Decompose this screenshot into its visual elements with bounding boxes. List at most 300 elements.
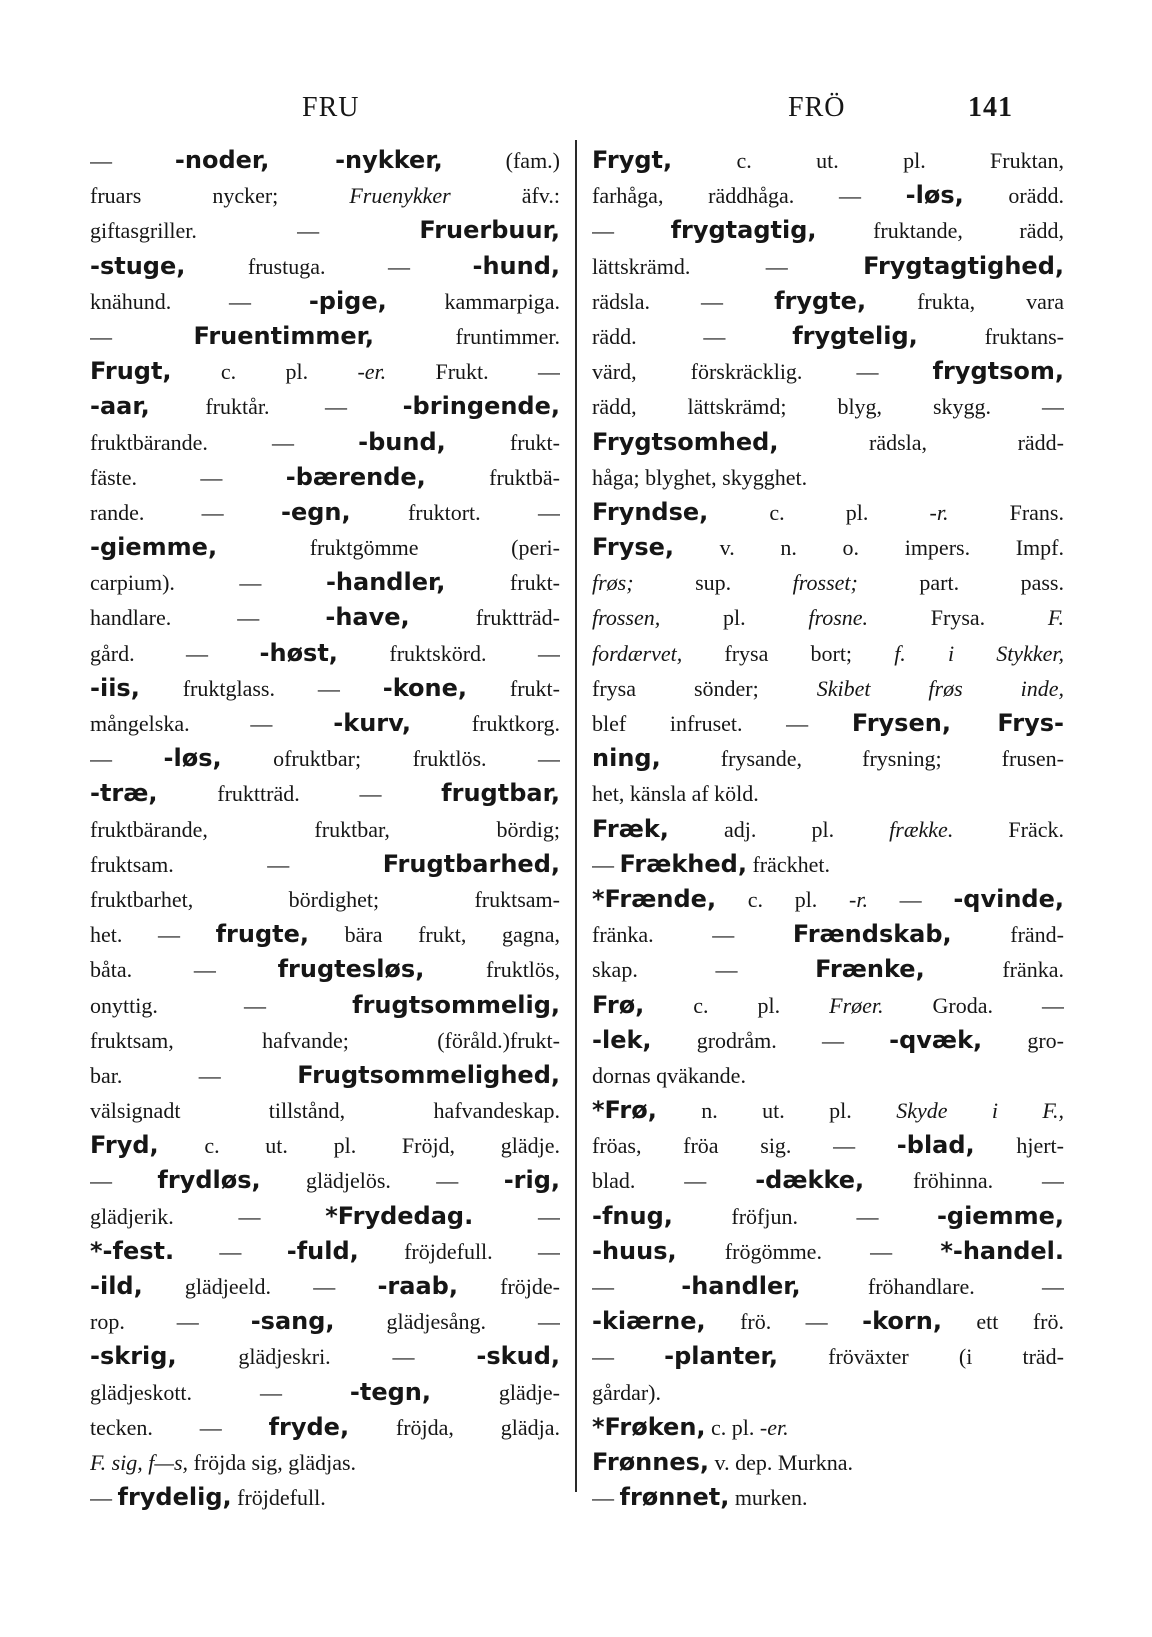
headword: Frygtagtighed, <box>863 251 1064 280</box>
line-text: kammarpiga. <box>386 288 560 314</box>
line-text: rädsla. — <box>592 288 775 314</box>
text-line <box>592 600 1064 635</box>
text-line <box>592 776 1064 811</box>
headword: *-handel. <box>940 1236 1064 1265</box>
text-line <box>592 1445 1064 1480</box>
line-text: hjert- <box>974 1133 1064 1159</box>
headword: frygte, <box>774 286 867 315</box>
line-text: frukta, vara <box>866 288 1064 314</box>
page-header <box>0 92 1152 132</box>
headword: -fnug, <box>592 1201 673 1230</box>
text-line <box>90 213 560 248</box>
line-text: gård. — <box>90 640 260 666</box>
headword: -løs, <box>163 744 222 773</box>
headword: frugte, <box>215 920 310 949</box>
text-line <box>592 284 1064 319</box>
headword: Frysen, Frys- <box>851 709 1064 737</box>
text-line <box>592 213 1064 248</box>
line-text: glädjesång. — <box>334 1309 560 1335</box>
headword: Frænke, <box>815 955 925 984</box>
left-column <box>90 143 560 1515</box>
line-text: grodråm. — <box>651 1027 890 1053</box>
headword: Fryse, <box>592 533 675 562</box>
line-text: fruktår. — <box>149 394 403 420</box>
line-text: — <box>592 1485 620 1511</box>
headword: -handler, <box>325 568 446 597</box>
text-line <box>90 1375 560 1410</box>
text-line <box>592 636 1064 671</box>
text-line <box>592 952 1064 987</box>
headword: Frygt, <box>592 146 673 174</box>
text-line <box>592 178 1064 213</box>
line-text: dornas qväkande. <box>592 1062 746 1088</box>
text-line <box>592 812 1064 847</box>
headword: Frugtbarhed, <box>382 849 560 878</box>
italic-text: -er. <box>759 1414 789 1440</box>
line-text: c. ut. pl. Fröjd, glädje. <box>158 1133 560 1159</box>
headword: ning, <box>592 744 661 773</box>
headword: -huus, <box>592 1236 677 1265</box>
headword: -løs, <box>905 181 964 210</box>
headword: -lek, <box>592 1025 652 1054</box>
text-line <box>592 847 1064 882</box>
text-line <box>90 847 560 882</box>
headword: Frønnes, <box>592 1447 710 1476</box>
text-line <box>592 1480 1064 1515</box>
text-line <box>90 389 560 424</box>
headword: frygtelig, <box>792 321 918 350</box>
line-text: het, känsla af köld. <box>592 781 759 807</box>
italic-text: Frøer. <box>829 992 884 1018</box>
headword: frygtsom, <box>932 357 1064 386</box>
headword: -have, <box>325 603 410 632</box>
text-line <box>90 178 560 213</box>
text-line <box>90 1128 560 1163</box>
line-text: — <box>90 746 164 772</box>
text-line <box>592 565 1064 600</box>
line-text: blad. — <box>592 1168 756 1194</box>
italic-text: frosne. <box>808 605 869 631</box>
text-line <box>90 425 560 460</box>
text-line <box>90 776 560 811</box>
text-line <box>90 741 560 776</box>
headword: Fræk, <box>592 814 669 843</box>
line-text: fruars nycker; <box>90 183 350 209</box>
headword: frugtesløs, <box>277 955 425 984</box>
line-text: fruktskörd. — <box>337 640 560 666</box>
headword: Fryndse, <box>592 497 709 526</box>
line-text: fröväxter (i träd- <box>777 1344 1064 1370</box>
line-text: — <box>867 886 954 912</box>
line-text: murken. <box>729 1485 808 1511</box>
italic-text: Skyde i F., <box>896 1098 1064 1124</box>
text-line <box>90 1199 560 1234</box>
headword: frygtagtig, <box>670 216 817 245</box>
headword: -kurv, <box>333 709 411 737</box>
line-text: ett frö. <box>941 1309 1064 1335</box>
text-line <box>90 1304 560 1339</box>
italic-text: Fruenykker <box>349 183 451 209</box>
line-text: fruktbä- <box>425 464 560 490</box>
italic-text: -er. <box>357 359 387 385</box>
headword: Frændskab, <box>792 920 952 949</box>
line-text: — <box>90 148 175 173</box>
text-line <box>90 1093 560 1128</box>
line-text: — <box>174 1238 287 1264</box>
line-text: fränka. <box>924 957 1064 983</box>
line-text: fruktort. — <box>350 499 560 525</box>
headword: frydløs, <box>157 1166 261 1195</box>
headword: -pige, <box>308 286 387 315</box>
text-line <box>592 1128 1064 1163</box>
text-line <box>592 988 1064 1023</box>
line-text: frysa bort; <box>682 640 895 666</box>
line-text: fruktglass. — <box>139 675 383 701</box>
text-line <box>90 1269 560 1304</box>
text-line <box>90 319 560 354</box>
line-text: fröjda, glädja. <box>349 1414 560 1440</box>
headword: -iis, <box>90 673 140 702</box>
text-line <box>592 1023 1064 1058</box>
headword: Fryd, <box>90 1131 159 1160</box>
headword: Frø, <box>592 990 645 1019</box>
line-text: c. pl. <box>716 886 849 912</box>
line-text: fruktträd. — <box>157 781 442 807</box>
italic-text: fordærvet, <box>592 640 683 666</box>
line-text: knähund. — <box>90 288 309 314</box>
line-text: rädd. — <box>592 323 793 349</box>
line-text: fruntimmer. <box>374 323 560 349</box>
text-line <box>592 495 1064 530</box>
line-text: het. — <box>90 922 216 948</box>
text-line <box>90 1163 560 1198</box>
line-text: frukt- <box>445 429 560 455</box>
line-text: Frysa. <box>868 605 1048 631</box>
line-text: fäste. — <box>90 464 286 490</box>
line-text: fröjda sig, glädjas. <box>188 1449 357 1475</box>
italic-text: F. sig, f—s, <box>90 1449 189 1475</box>
line-text: fröhandlare. — <box>800 1274 1064 1299</box>
text-line <box>592 1304 1064 1339</box>
line-text: fröjdefull. <box>231 1485 326 1511</box>
italic-text: frøs; <box>592 570 634 596</box>
line-text: — <box>473 1203 560 1229</box>
headword: -bringende, <box>402 392 560 421</box>
line-text: båta. — <box>90 957 278 983</box>
line-text: välsignadt tillstånd, hafvandeskap. <box>90 1098 560 1124</box>
header-right-guideword: FRÖ <box>788 92 846 123</box>
headword: -kiærne, <box>592 1307 706 1336</box>
line-text: gårdar). <box>592 1379 662 1405</box>
line-text: glädjeeld. — <box>142 1274 378 1299</box>
headword: -bund, <box>358 427 446 456</box>
line-text: glädjeskott. — <box>90 1379 350 1405</box>
column-divider <box>575 140 577 1492</box>
headword: -aar, <box>90 392 150 421</box>
text-line <box>90 495 560 530</box>
text-line <box>592 319 1064 354</box>
text-line <box>592 1058 1064 1093</box>
header-left-guideword: FRU <box>302 92 360 123</box>
headword: -blad, <box>896 1131 975 1160</box>
headword: -skrig, <box>90 1342 177 1371</box>
line-text: fruktsam. — <box>90 851 383 877</box>
text-line <box>90 1480 560 1515</box>
text-line <box>90 565 560 600</box>
line-text: fruktträd- <box>409 605 560 631</box>
text-line <box>90 706 560 741</box>
line-text: fränd- <box>951 922 1064 948</box>
line-text: c. pl. <box>708 499 930 525</box>
headword: frønnet, <box>619 1483 730 1512</box>
text-line <box>592 389 1064 424</box>
headword: *Frydedag. <box>325 1201 474 1230</box>
line-text: Fräck. <box>953 816 1064 842</box>
line-text: frögömme. — <box>676 1238 941 1264</box>
text-line <box>90 952 560 987</box>
line-text: blef infruset. — <box>592 711 852 736</box>
text-line <box>90 460 560 495</box>
line-text: onyttig. — <box>90 992 353 1018</box>
line-text: carpium). — <box>90 570 326 596</box>
text-line <box>592 354 1064 389</box>
page-number: 141 <box>968 92 1013 123</box>
line-text: frukt- <box>445 570 560 596</box>
line-text: c. pl. <box>644 992 830 1018</box>
text-line <box>592 1410 1064 1445</box>
headword: Frugtsommelighed, <box>297 1060 560 1089</box>
headword: -hund, <box>472 251 560 280</box>
line-text: farhåga, räddhåga. — <box>592 183 906 209</box>
line-text: fruktgömme (peri- <box>217 535 560 561</box>
text-line <box>90 354 560 389</box>
text-line <box>90 988 560 1023</box>
headword: -kone, <box>382 673 468 702</box>
text-line <box>592 882 1064 917</box>
line-text: Groda. — <box>883 992 1064 1018</box>
headword: -træ, <box>90 779 158 808</box>
line-text: — <box>592 851 620 877</box>
text-line <box>90 671 560 706</box>
text-line <box>592 741 1064 776</box>
headword: -ild, <box>90 1272 143 1300</box>
line-text: fröfjun. — <box>672 1203 937 1229</box>
text-line <box>90 1339 560 1374</box>
italic-text: -r. <box>929 499 949 525</box>
text-line <box>592 425 1064 460</box>
headword: -giemme, <box>90 533 218 562</box>
text-line <box>592 706 1064 741</box>
italic-text: Skibet frøs inde, <box>816 675 1064 701</box>
line-text: fröjde- <box>457 1274 560 1299</box>
line-text: — <box>90 1485 118 1511</box>
line-text: glädje- <box>430 1379 560 1405</box>
line-text: lättskrämd. — <box>592 253 864 279</box>
line-text: mångelska. — <box>90 711 334 736</box>
headword: -sang, <box>250 1307 335 1336</box>
headword: *Frænde, <box>592 884 717 913</box>
line-text: sup. <box>633 570 793 596</box>
headword: Frækhed, <box>619 849 747 878</box>
headword: -bærende, <box>285 462 426 491</box>
line-text: v. n. o. impers. Impf. <box>674 535 1064 561</box>
text-line <box>90 600 560 635</box>
line-text: Frans. <box>948 499 1064 525</box>
line-text: äfv.: <box>450 183 560 209</box>
headword: -noder, -nykker, <box>174 146 443 174</box>
line-text: bar. — <box>90 1062 298 1088</box>
headword: -korn, <box>862 1307 942 1336</box>
text-line <box>90 1058 560 1093</box>
line-text: (fam.) <box>442 148 560 173</box>
headword: frugtsommelig, <box>352 990 560 1019</box>
text-line <box>90 249 560 284</box>
line-text: ofruktbar; fruktlös. — <box>221 746 560 772</box>
line-text: — <box>592 1344 665 1370</box>
line-text: orädd. <box>963 183 1064 209</box>
headword: *-fest. <box>90 1236 175 1265</box>
text-line <box>592 917 1064 952</box>
italic-text: f. i Stykker, <box>894 640 1064 666</box>
line-text: handlare. — <box>90 605 326 631</box>
line-text: fruktbarhet, bördighet; fruktsam- <box>90 886 560 912</box>
line-text: frustuga. — <box>185 253 473 279</box>
text-line <box>592 249 1064 284</box>
line-text: frö. — <box>705 1309 863 1335</box>
line-text: fruktbärande, fruktbar, bördig; <box>90 816 560 842</box>
headword: -høst, <box>259 638 338 667</box>
line-text: v. dep. Murkna. <box>709 1449 854 1475</box>
line-text: fröas, fröa sig. — <box>592 1133 897 1159</box>
headword: -raab, <box>377 1272 458 1300</box>
headword: -qvinde, <box>953 884 1064 913</box>
text-line <box>592 1269 1064 1304</box>
text-line <box>90 1445 560 1480</box>
headword: -rig, <box>503 1166 560 1195</box>
line-text: fröjdefull. — <box>358 1238 560 1264</box>
text-line <box>592 1163 1064 1198</box>
line-text: part. pass. <box>857 570 1064 596</box>
line-text: glädjeskri. — <box>176 1344 477 1370</box>
italic-text: frække. <box>889 816 954 842</box>
line-text: — <box>90 1168 158 1194</box>
headword: fryde, <box>268 1412 350 1441</box>
right-column <box>592 143 1064 1515</box>
line-text: Frukt. — <box>386 359 560 385</box>
italic-text: frosset; <box>792 570 858 596</box>
italic-text: F. <box>1047 605 1064 631</box>
headword: Fruerbuur, <box>419 216 560 245</box>
headword: -stuge, <box>90 251 186 280</box>
text-line <box>90 636 560 671</box>
text-line <box>592 530 1064 565</box>
line-text: frukt- <box>467 675 560 701</box>
headword: frugtbar, <box>441 779 560 808</box>
headword: -handler, <box>681 1272 801 1300</box>
line-text: c. pl. <box>171 359 358 385</box>
line-text: frysande, frysning; frusen- <box>660 746 1064 772</box>
line-text: rädd, lättskrämd; blyg, skygg. — <box>592 394 1064 420</box>
text-line <box>592 1199 1064 1234</box>
text-line <box>90 530 560 565</box>
headword: *Frø, <box>592 1096 657 1125</box>
line-text: — <box>592 1274 682 1299</box>
headword: Frygtsomhed, <box>592 427 779 456</box>
headword: -dække, <box>755 1166 865 1195</box>
line-text: n. ut. pl. <box>656 1098 897 1124</box>
line-text: fränka. — <box>592 922 793 948</box>
line-text: skap. — <box>592 957 816 983</box>
line-text: pl. <box>660 605 809 631</box>
text-line <box>90 812 560 847</box>
line-text: — <box>90 323 194 349</box>
text-line <box>592 1234 1064 1269</box>
line-text: frysa sönder; <box>592 675 817 701</box>
line-text: giftasgriller. — <box>90 218 420 244</box>
line-text: — <box>592 218 671 244</box>
line-text: gro- <box>982 1027 1064 1053</box>
text-line <box>592 143 1064 178</box>
line-text: fruktans- <box>917 323 1064 349</box>
italic-text: -r. <box>849 886 868 912</box>
line-text: rop. — <box>90 1309 251 1335</box>
line-text: fruktsam, hafvande; (föråld.)frukt- <box>90 1027 560 1053</box>
line-text: fröhinna. — <box>864 1168 1064 1194</box>
text-line <box>90 917 560 952</box>
text-line <box>90 143 560 178</box>
text-line <box>90 1410 560 1445</box>
line-text: fruktkorg. <box>410 711 560 736</box>
line-text: rande. — <box>90 499 282 525</box>
headword: *Frøken, <box>592 1412 706 1441</box>
line-text: fräckhet. <box>746 851 831 877</box>
line-text: fruktbärande. — <box>90 429 359 455</box>
text-line <box>592 460 1064 495</box>
headword: Frugt, <box>90 357 172 386</box>
line-text: fruktande, rädd, <box>816 218 1064 244</box>
text-line <box>592 1339 1064 1374</box>
italic-text: frossen, <box>592 605 661 631</box>
headword: Fruentimmer, <box>193 321 375 350</box>
line-text: glädjelös. — <box>260 1168 504 1194</box>
headword: -egn, <box>281 497 351 526</box>
text-line <box>90 1023 560 1058</box>
text-line <box>592 671 1064 706</box>
headword: -qvæk, <box>889 1025 983 1054</box>
line-text: c. ut. pl. Fruktan, <box>672 148 1064 173</box>
headword: -fuld, <box>286 1236 359 1265</box>
headword: frydelig, <box>117 1483 232 1512</box>
line-text: bära frukt, gagna, <box>309 922 560 948</box>
line-text: håga; blyghet, skygghet. <box>592 464 808 490</box>
line-text: fruktlös, <box>424 957 560 983</box>
headword: -giemme, <box>936 1201 1064 1230</box>
text-line <box>90 284 560 319</box>
headword: -planter, <box>664 1342 778 1371</box>
line-text: rädsla, rädd- <box>778 429 1064 455</box>
headword: -skud, <box>476 1342 560 1371</box>
line-text: glädjerik. — <box>90 1203 326 1229</box>
line-text: värd, förskräcklig. — <box>592 359 933 385</box>
text-line <box>592 1375 1064 1410</box>
line-text: c. pl. <box>705 1414 760 1440</box>
text-line <box>592 1093 1064 1128</box>
line-text: adj. pl. <box>668 816 890 842</box>
line-text: tecken. — <box>90 1414 269 1440</box>
text-line <box>90 882 560 917</box>
text-line <box>90 1234 560 1269</box>
headword: -tegn, <box>349 1377 431 1406</box>
